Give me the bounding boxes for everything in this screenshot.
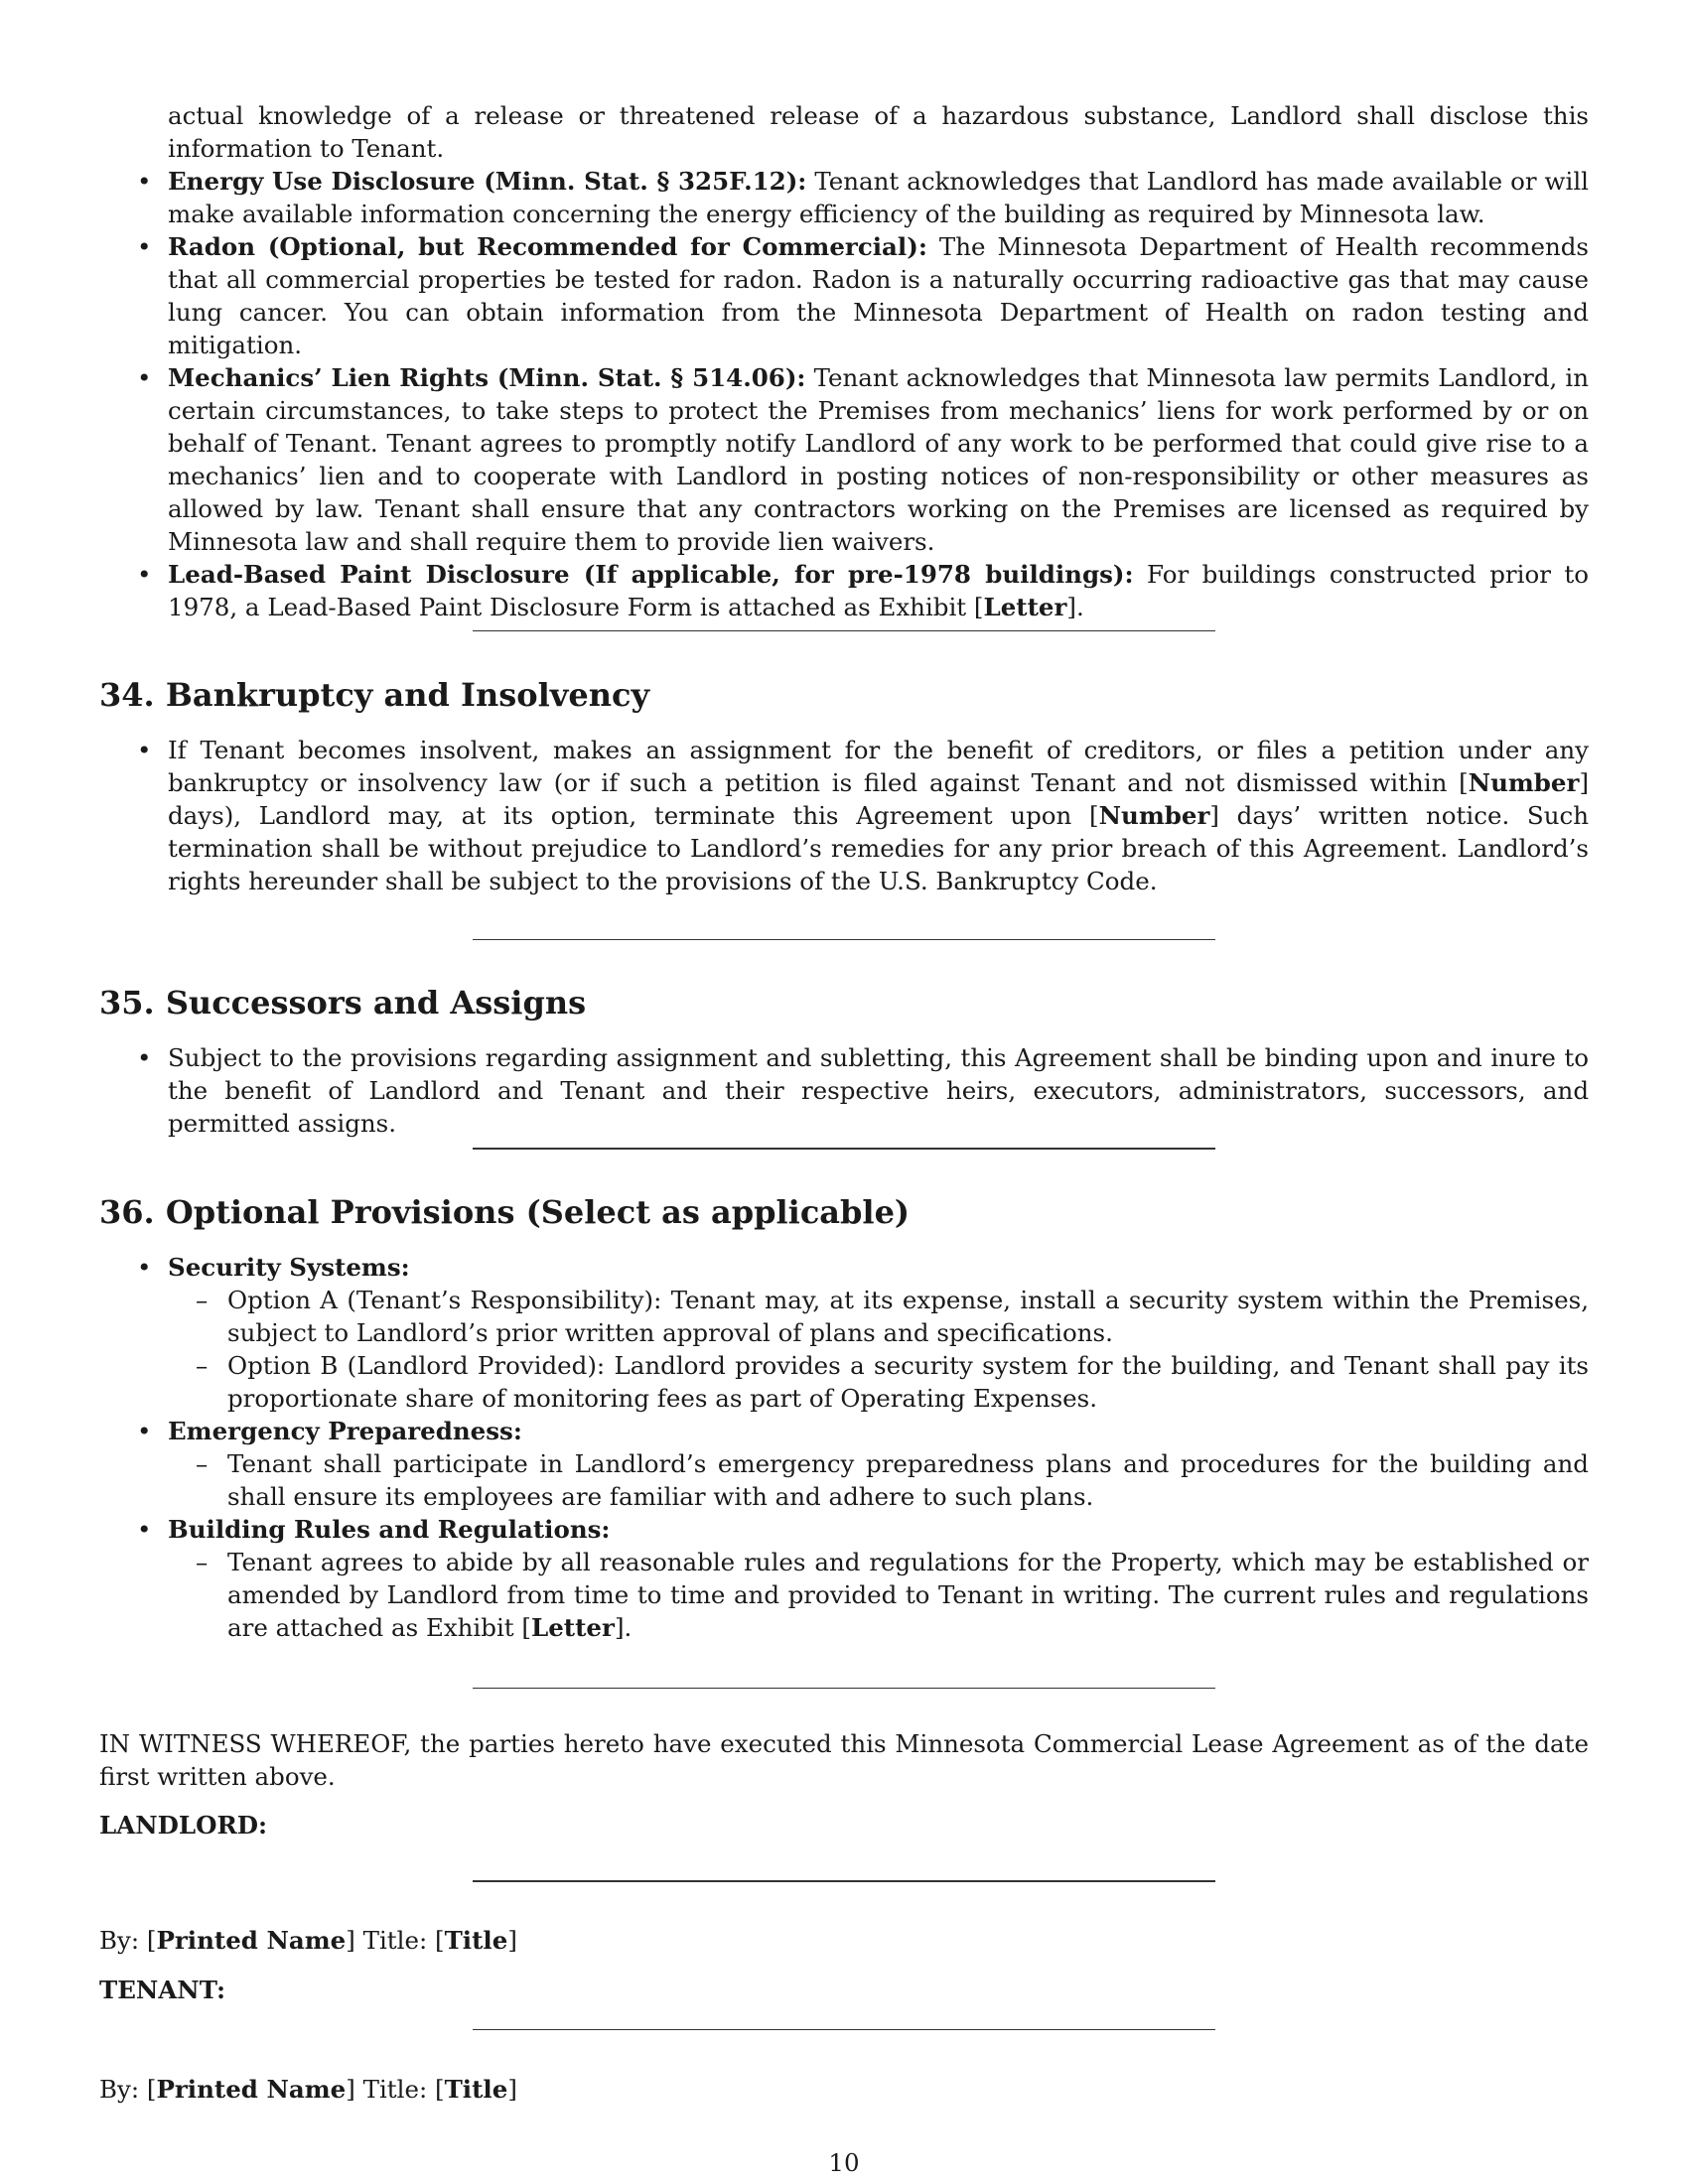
item-text: ] days’ written notice. Such termination shall be without prejudice to Landlord’s remedies for any prior breach of this Agreement. Landlord’s rights hereunder shall be subject to the provisions of the U.S. Bankruptcy Code. <box>168 801 1589 895</box>
section-36-list <box>99 1251 1589 1644</box>
placeholder-number: Number <box>1468 768 1580 797</box>
section-divider <box>473 939 1215 940</box>
item-text: The Minnesota Department of Health recommends that all commercial properties be tested for radon. Radon is a naturally occurring radioactive gas that may cause lung cancer. You can obtain information from the Minnesota Department of Health on radon testing and mitigation. <box>168 232 1589 359</box>
title-label: ] Title: [ <box>346 1926 445 1955</box>
list-item <box>99 165 1589 230</box>
title-placeholder: Title <box>444 1926 508 1955</box>
intro-continuation: actual knowledge of a release or threatened release of a hazardous substance, Landlord shall disclose this information to Tenant. <box>168 101 1589 163</box>
placeholder-letter: Letter <box>530 1613 615 1642</box>
list-item <box>99 1251 1589 1415</box>
placeholder-number: Number <box>1098 801 1210 830</box>
item-text-end: ]. <box>614 1613 633 1642</box>
item-heading: Lead-Based Paint Disclosure (If applicable, for pre-1978 buildings): <box>168 560 1134 589</box>
sub-list-item: – Option A (Tenant’s Responsibility): Tenant may, at its expense, install a security system within the Premises, subject to Landlord’s prior written approval of plans and specifications. <box>168 1284 1589 1349</box>
item-text: Tenant agrees to abide by all reasonable rules and regulations for the Property, which may be established or amended by Landlord from time to time and provided to Tenant in writing. The current rules and regulations are attached as Exhibit [ <box>227 1548 1589 1642</box>
bracket-close: ] <box>507 2075 517 2104</box>
item-heading: Radon (Optional, but Recommended for Commercial): <box>168 232 927 261</box>
witness-clause: IN WITNESS WHEREOF, the parties hereto have executed this Minnesota Commercial Lease Agreement as of the date first written above. <box>99 1729 1589 1791</box>
list-item <box>99 1415 1589 1513</box>
item-text: ] days), Landlord may, at its option, terminate this Agreement upon [ <box>168 768 1589 830</box>
list-item <box>99 230 1589 361</box>
item-text: For buildings constructed prior to 1978, a Lead-Based Paint Disclosure Form is attached as Exhibit [ <box>168 560 1589 621</box>
tenant-signature-block <box>99 2073 517 2106</box>
section-divider <box>473 630 1215 631</box>
disclosure-list <box>99 165 1589 623</box>
section-34-list <box>99 734 1589 897</box>
section-divider <box>473 1688 1215 1689</box>
section-36-title: 36. Optional Provisions (Select as applicable) <box>99 1193 911 1231</box>
item-heading: Mechanics’ Lien Rights (Minn. Stat. § 514.06): <box>168 363 806 392</box>
by-label: By: [ <box>99 1926 157 1955</box>
title-placeholder: Title <box>444 2075 508 2104</box>
item-text: Tenant acknowledges that Minnesota law permits Landlord, in certain circumstances, to take steps to protect the Premises from mechanics’ liens for work performed by or on behalf of Tenant. Tenant agrees to promptly notify Landlord of any work to be performed that could give rise to a mechanics’ lien and to cooperate with Landlord in posting notices of non-responsibility or other measures as allowed by law. Tenant shall ensure that any contractors working on the Premises are licensed as required by Minnesota law and shall require them to provide lien waivers. <box>168 363 1590 556</box>
title-label: ] Title: [ <box>346 2075 445 2104</box>
sub-list <box>168 1284 1589 1415</box>
printed-name-placeholder: Printed Name <box>156 2075 347 2104</box>
tenant-label: TENANT: <box>99 1976 226 2004</box>
item-text: If Tenant becomes insolvent, makes an assignment for the benefit of creditors, or files a petition under any bankruptcy or insolvency law (or if such a petition is filed against Tenant and not dismissed within [ <box>168 736 1589 797</box>
intro-block <box>99 99 1589 623</box>
landlord-signature-block <box>99 1924 517 1957</box>
sub-list <box>168 1546 1589 1644</box>
section-divider <box>473 1148 1215 1150</box>
sub-list-item: – Option B (Landlord Provided): Landlord provides a security system for the building, and Tenant shall pay its proportionate share of monitoring fees as part of Operating Expenses. <box>168 1349 1589 1415</box>
section-35-title: 35. Successors and Assigns <box>99 984 587 1022</box>
sub-list-item <box>168 1546 1589 1644</box>
section-34-title: 34. Bankruptcy and Insolvency <box>99 676 650 714</box>
placeholder-letter: Letter <box>983 593 1067 621</box>
landlord-label: LANDLORD: <box>99 1811 268 1840</box>
list-item <box>99 734 1589 897</box>
printed-name-placeholder: Printed Name <box>156 1926 347 1955</box>
item-heading: Security Systems: <box>168 1253 410 1282</box>
list-item <box>99 361 1589 558</box>
item-heading: Energy Use Disclosure (Minn. Stat. § 325F.12): <box>168 167 807 196</box>
item-text: Tenant acknowledges that Landlord has made available or will make available information concerning the energy efficiency of the building as required by Minnesota law. <box>168 167 1590 228</box>
item-heading: Building Rules and Regulations: <box>168 1515 611 1544</box>
page-number: 10 <box>828 2148 860 2177</box>
tenant-signature-line <box>473 2029 1215 2030</box>
section-35-list <box>99 1041 1589 1140</box>
by-label: By: [ <box>99 2075 157 2104</box>
list-item <box>99 558 1589 623</box>
item-heading: Emergency Preparedness: <box>168 1417 522 1445</box>
landlord-signature-line <box>473 1880 1215 1882</box>
sub-list-item: – Tenant shall participate in Landlord’s emergency preparedness plans and procedures for the building and shall ensure its employees are familiar with and adhere to such plans. <box>168 1447 1589 1513</box>
bracket-close: ] <box>507 1926 517 1955</box>
list-item <box>99 1041 1589 1140</box>
list-item <box>99 1513 1589 1644</box>
sub-list <box>168 1447 1589 1513</box>
item-text: Subject to the provisions regarding assignment and subletting, this Agreement shall be binding upon and inure to the benefit of Landlord and Tenant and their respective heirs, executors, administrators, successors, and permitted assigns. <box>168 1043 1589 1138</box>
item-text-end: ]. <box>1066 593 1084 621</box>
